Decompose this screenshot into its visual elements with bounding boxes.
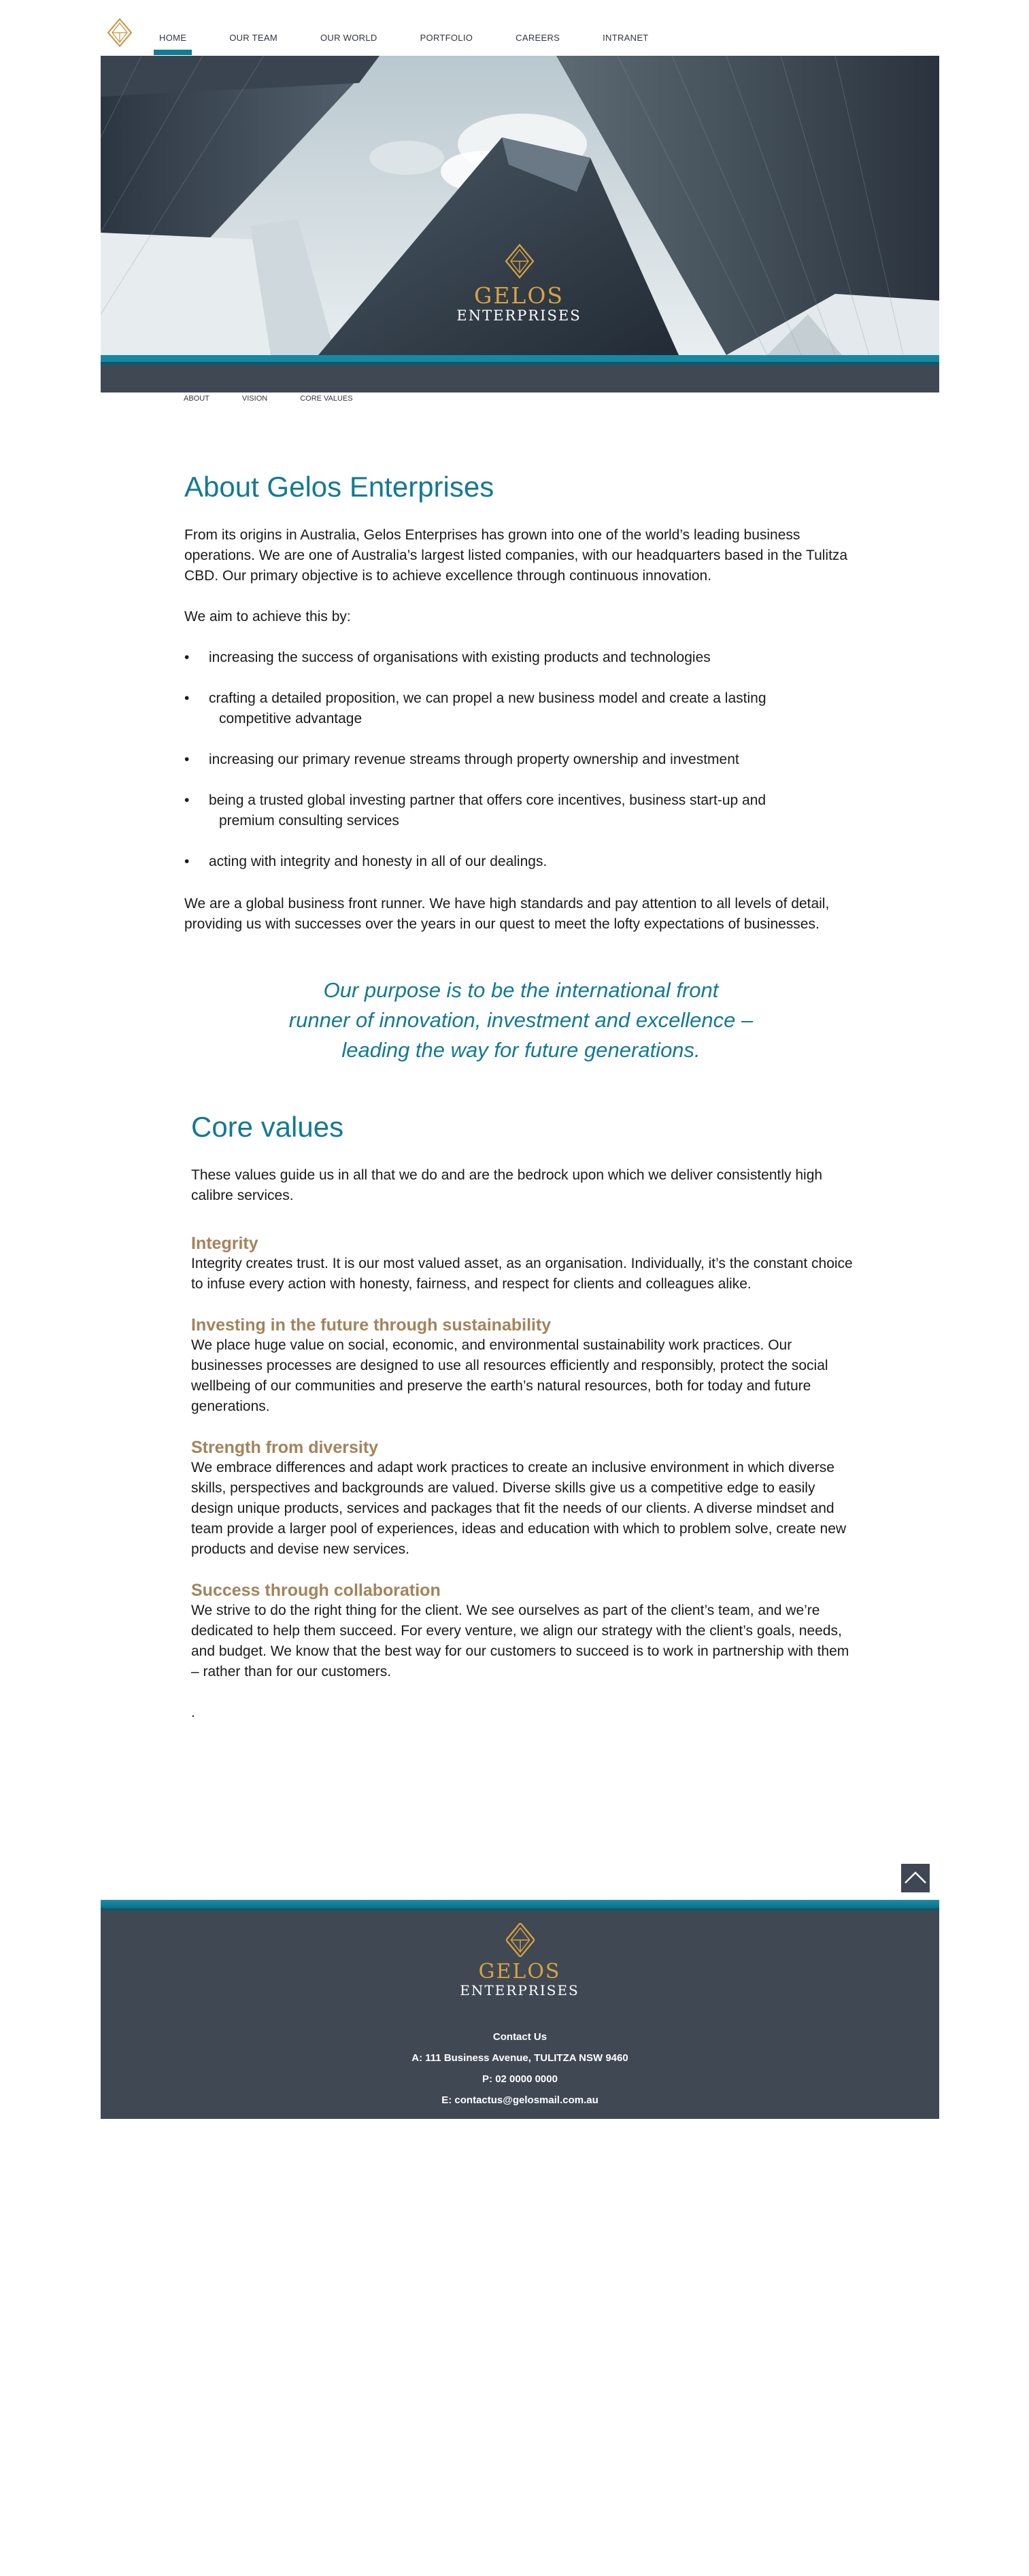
footer-brand-name-bottom: ENTERPRISES: [460, 1982, 579, 1998]
value-integrity: Integrity Integrity creates trust. It is our most valued asset, as an organisation. Individually, it’s the constant choice to infuse every action with honesty, fairness, and respect for clients and colleagues alike.: [191, 1234, 853, 1292]
trailing-dot: .: [191, 1705, 195, 1720]
contact-info: [101, 2026, 939, 2111]
footer-brand: [438, 1961, 601, 1998]
about-closing: We are a global business front runner. We have high standards and pay attention to all levels of detail, providing us with successes over the years in our quest to meet the lofty expectations of businesses.: [184, 896, 830, 932]
footer-brand-name-top: GELOS: [478, 1960, 561, 1984]
about-bullets: [184, 648, 858, 872]
menu-item-home[interactable]: HOME: [154, 27, 192, 50]
list-item: • acting with integrity and honesty in all of our dealings.: [184, 854, 547, 869]
back-to-top-button[interactable]: [901, 1864, 930, 1892]
core-values-section: [191, 1109, 858, 1723]
skyscraper-image: [101, 56, 939, 392]
contact-email[interactable]: E: contactus@gelosmail.com.au: [441, 2094, 598, 2106]
about-title: About Gelos Enterprises: [184, 471, 494, 503]
core-values-title: Core values: [191, 1111, 344, 1143]
list-item: • increasing our primary revenue streams through property ownership and investment: [184, 752, 739, 767]
menu-item-our-world[interactable]: OUR WORLD: [320, 33, 377, 43]
subnav-item-core-values[interactable]: CORE VALUES: [300, 395, 353, 403]
diamond-logo-icon[interactable]: [106, 18, 133, 48]
main-content: [184, 469, 858, 1743]
footer-stripe: [101, 1900, 939, 1908]
about-aim: We aim to achieve this by:: [184, 609, 351, 624]
about-intro: From its origins in Australia, Gelos Enterprises has grown into one of the world’s leading business operations. We are one of Australia’s largest listed companies, with our headquarters based in the Tulitza CBD. Our primary objective is to achieve excellence through continuous innovation.: [184, 527, 848, 584]
contact-phone[interactable]: P: 02 0000 0000: [482, 2073, 558, 2085]
contact-heading: Contact Us: [492, 2031, 547, 2043]
sub-navigation: [184, 395, 386, 403]
menu-item-intranet[interactable]: INTRANET: [603, 33, 649, 43]
purpose-quote: Our purpose is to be the international front runner of innovation, investment and excellence – leading the way for future generations.: [288, 978, 754, 1062]
contact-address: A: 111 Business Avenue, TULITZA NSW 9460: [411, 2052, 628, 2064]
subnav-item-vision[interactable]: VISION: [241, 395, 268, 403]
list-item: • crafting a detailed proposition, we can propel a new business model and create a lasting competitive advantage: [184, 690, 766, 726]
list-item: • being a trusted global investing partner that offers core incentives, business start-up and premium consulting services: [184, 792, 766, 829]
footer: [101, 1900, 939, 2119]
value-sustainability: Investing in the future through sustainability We place huge value on social, economic, and environmental sustainability work practices. Our businesses processes are designed to use all resources efficiently and responsibly, protect the social wellbeing of our communities and preserve the earth’s natural resources, both for today and future generations.: [191, 1316, 828, 1414]
footer-stripe-dark: [101, 1908, 939, 1911]
brand-name-bottom: ENTERPRISES: [456, 307, 581, 324]
top-navigation: [101, 0, 939, 56]
footer-logo-icon: [506, 1923, 535, 1957]
menu-item-careers[interactable]: CAREERS: [516, 33, 560, 43]
hero-brand: [437, 284, 601, 324]
value-diversity: Strength from diversity We embrace differences and adapt work practices to create an inclusive environment in which diverse skills, perspectives and backgrounds are valued. Diverse skills give us a competitive edge to easily design unique products, services and packages that fit the needs of our clients. A diverse mindset and team provide a larger pool of experiences, ideas and education with which to problem solve, create new products and devise new services.: [191, 1438, 847, 1557]
chevron-up-icon: [901, 1864, 930, 1892]
brand-name-top: GELOS: [473, 282, 564, 309]
menu-item-portfolio[interactable]: PORTFOLIO: [420, 33, 473, 43]
menu-item-our-team[interactable]: OUR TEAM: [229, 33, 277, 43]
main-menu: [154, 27, 686, 50]
list-item: • increasing the success of organisations with existing products and technologies: [184, 650, 711, 665]
value-collaboration: Success through collaboration We strive to do the right thing for the client. We see ourselves as part of the client’s team, and we’re dedicated to help them succeed. For every venture, we align our strategy with the client’s goals, needs, and budget. We know that the best way for our customers to succeed is to work in partnership with them – rather than for our customers.: [191, 1581, 849, 1679]
core-values-intro: These values guide us in all that we do and are the bedrock upon which we deliver consistently high calibre services.: [191, 1167, 823, 1203]
hero-banner: [101, 56, 939, 392]
subnav-item-about[interactable]: ABOUT: [184, 395, 209, 403]
